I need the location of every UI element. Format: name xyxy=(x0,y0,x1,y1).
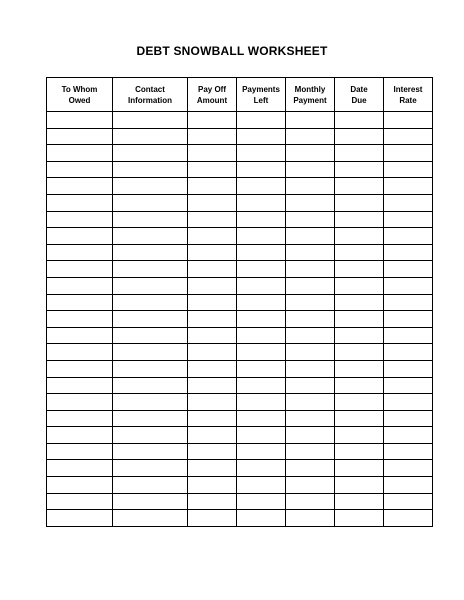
table-row xyxy=(47,178,433,195)
table-cell[interactable] xyxy=(47,493,113,510)
table-cell[interactable] xyxy=(188,112,237,129)
table-cell[interactable] xyxy=(335,277,384,294)
table-cell[interactable] xyxy=(335,211,384,228)
table-cell[interactable] xyxy=(335,228,384,245)
table-cell[interactable] xyxy=(286,128,335,145)
table-cell[interactable] xyxy=(113,228,188,245)
table-row xyxy=(47,460,433,477)
header-payments-left: Payments Left xyxy=(237,78,286,112)
table-cell[interactable] xyxy=(188,194,237,211)
table-cell[interactable] xyxy=(286,377,335,394)
table-cell[interactable] xyxy=(113,510,188,527)
table-cell[interactable] xyxy=(47,228,113,245)
table-cell[interactable] xyxy=(335,145,384,162)
table-cell[interactable] xyxy=(188,460,237,477)
table-cell[interactable] xyxy=(237,311,286,328)
table-cell[interactable] xyxy=(188,145,237,162)
table-cell[interactable] xyxy=(113,344,188,361)
table-cell[interactable] xyxy=(237,377,286,394)
table-row xyxy=(47,410,433,427)
table-cell[interactable] xyxy=(335,311,384,328)
table-cell[interactable] xyxy=(335,493,384,510)
table-row xyxy=(47,294,433,311)
table-cell[interactable] xyxy=(237,244,286,261)
table-cell[interactable] xyxy=(335,244,384,261)
table-cell[interactable] xyxy=(188,244,237,261)
table-cell[interactable] xyxy=(384,194,433,211)
table-cell[interactable] xyxy=(286,178,335,195)
table-cell[interactable] xyxy=(237,394,286,411)
table-cell[interactable] xyxy=(286,112,335,129)
table-cell[interactable] xyxy=(384,211,433,228)
table-cell[interactable] xyxy=(286,477,335,494)
table-cell[interactable] xyxy=(113,460,188,477)
table-cell[interactable] xyxy=(47,394,113,411)
table-cell[interactable] xyxy=(188,178,237,195)
table-cell[interactable] xyxy=(237,510,286,527)
table-cell[interactable] xyxy=(335,360,384,377)
table-cell[interactable] xyxy=(188,443,237,460)
table-cell[interactable] xyxy=(237,228,286,245)
table-cell[interactable] xyxy=(188,427,237,444)
table-cell[interactable] xyxy=(113,477,188,494)
table-cell[interactable] xyxy=(47,211,113,228)
table-cell[interactable] xyxy=(188,410,237,427)
table-cell[interactable] xyxy=(237,128,286,145)
table-cell[interactable] xyxy=(384,161,433,178)
table-cell[interactable] xyxy=(113,327,188,344)
table-row xyxy=(47,112,433,129)
table-cell[interactable] xyxy=(188,128,237,145)
table-cell[interactable] xyxy=(384,360,433,377)
table-cell[interactable] xyxy=(237,477,286,494)
table-row xyxy=(47,510,433,527)
table-cell[interactable] xyxy=(47,145,113,162)
table-row xyxy=(47,244,433,261)
table-cell[interactable] xyxy=(188,377,237,394)
table-cell[interactable] xyxy=(47,443,113,460)
table-cell[interactable] xyxy=(384,294,433,311)
table-cell[interactable] xyxy=(113,410,188,427)
table-cell[interactable] xyxy=(286,311,335,328)
table-cell[interactable] xyxy=(47,410,113,427)
table-cell[interactable] xyxy=(384,244,433,261)
table-cell[interactable] xyxy=(384,410,433,427)
table-row xyxy=(47,360,433,377)
table-cell[interactable] xyxy=(335,377,384,394)
table-cell[interactable] xyxy=(237,327,286,344)
table-cell[interactable] xyxy=(286,277,335,294)
table-cell[interactable] xyxy=(113,294,188,311)
table-cell[interactable] xyxy=(384,128,433,145)
table-cell[interactable] xyxy=(335,427,384,444)
table-cell[interactable] xyxy=(286,261,335,278)
table-cell[interactable] xyxy=(384,228,433,245)
table-cell[interactable] xyxy=(384,394,433,411)
table-cell[interactable] xyxy=(113,493,188,510)
header-monthly-payment: Monthly Payment xyxy=(286,78,335,112)
table-cell[interactable] xyxy=(113,394,188,411)
table-cell[interactable] xyxy=(335,194,384,211)
table-cell[interactable] xyxy=(384,377,433,394)
table-cell[interactable] xyxy=(335,294,384,311)
table-cell[interactable] xyxy=(384,510,433,527)
table-cell[interactable] xyxy=(47,344,113,361)
table-cell[interactable] xyxy=(237,277,286,294)
table-cell[interactable] xyxy=(384,261,433,278)
table-cell[interactable] xyxy=(47,311,113,328)
table-cell[interactable] xyxy=(384,477,433,494)
page-title: DEBT SNOWBALL WORKSHEET xyxy=(136,44,328,58)
table-cell[interactable] xyxy=(286,460,335,477)
table-cell[interactable] xyxy=(188,477,237,494)
table-cell[interactable] xyxy=(286,493,335,510)
table-cell[interactable] xyxy=(384,460,433,477)
table-cell[interactable] xyxy=(237,261,286,278)
table-row xyxy=(47,277,433,294)
table-row xyxy=(47,261,433,278)
table-cell[interactable] xyxy=(113,427,188,444)
table-row xyxy=(47,311,433,328)
table-cell[interactable] xyxy=(286,194,335,211)
table-cell[interactable] xyxy=(113,311,188,328)
table-cell[interactable] xyxy=(113,443,188,460)
header-date-due: Date Due xyxy=(335,78,384,112)
header-pay-off-amount: Pay Off Amount xyxy=(188,78,237,112)
table-cell[interactable] xyxy=(237,178,286,195)
table-row xyxy=(47,344,433,361)
table-cell[interactable] xyxy=(188,493,237,510)
table-row xyxy=(47,211,433,228)
table-cell[interactable] xyxy=(335,510,384,527)
table-cell[interactable] xyxy=(335,410,384,427)
table-cell[interactable] xyxy=(335,161,384,178)
table-cell[interactable] xyxy=(237,443,286,460)
table-cell[interactable] xyxy=(237,145,286,162)
table-cell[interactable] xyxy=(335,477,384,494)
table-row xyxy=(47,327,433,344)
table-row xyxy=(47,128,433,145)
table-cell[interactable] xyxy=(188,327,237,344)
table-cell[interactable] xyxy=(47,427,113,444)
table-cell[interactable] xyxy=(113,178,188,195)
table-cell[interactable] xyxy=(335,443,384,460)
table-cell[interactable] xyxy=(47,178,113,195)
table-cell[interactable] xyxy=(113,161,188,178)
table-cell[interactable] xyxy=(237,427,286,444)
table-cell[interactable] xyxy=(113,360,188,377)
table-cell[interactable] xyxy=(113,211,188,228)
table-cell[interactable] xyxy=(188,161,237,178)
table-row xyxy=(47,145,433,162)
table-cell[interactable] xyxy=(237,294,286,311)
table-cell[interactable] xyxy=(335,460,384,477)
table-cell[interactable] xyxy=(384,493,433,510)
table-cell[interactable] xyxy=(113,128,188,145)
table-row xyxy=(47,394,433,411)
table-cell[interactable] xyxy=(113,261,188,278)
header-row xyxy=(47,78,433,112)
table-cell[interactable] xyxy=(47,294,113,311)
table-cell[interactable] xyxy=(237,410,286,427)
table-cell[interactable] xyxy=(384,277,433,294)
table-cell[interactable] xyxy=(237,493,286,510)
table-row xyxy=(47,427,433,444)
table-cell[interactable] xyxy=(286,294,335,311)
table-cell[interactable] xyxy=(335,128,384,145)
table-cell[interactable] xyxy=(286,344,335,361)
table-cell[interactable] xyxy=(237,112,286,129)
table-cell[interactable] xyxy=(384,311,433,328)
table-cell[interactable] xyxy=(286,360,335,377)
table-cell[interactable] xyxy=(335,344,384,361)
table-cell[interactable] xyxy=(188,344,237,361)
table-cell[interactable] xyxy=(237,360,286,377)
table-cell[interactable] xyxy=(335,178,384,195)
table-cell[interactable] xyxy=(286,410,335,427)
table-cell[interactable] xyxy=(237,161,286,178)
table-cell[interactable] xyxy=(47,377,113,394)
header-contact-information: Contact Information xyxy=(113,78,188,112)
table-cell[interactable] xyxy=(286,211,335,228)
table-cell[interactable] xyxy=(188,261,237,278)
table-cell[interactable] xyxy=(286,161,335,178)
table-row xyxy=(47,194,433,211)
table-cell[interactable] xyxy=(237,344,286,361)
table-cell[interactable] xyxy=(384,145,433,162)
table-cell[interactable] xyxy=(113,277,188,294)
table-cell[interactable] xyxy=(188,228,237,245)
table-cell[interactable] xyxy=(286,443,335,460)
table-cell[interactable] xyxy=(286,427,335,444)
table-cell[interactable] xyxy=(47,477,113,494)
table-cell[interactable] xyxy=(113,194,188,211)
table-cell[interactable] xyxy=(113,244,188,261)
table-cell[interactable] xyxy=(47,128,113,145)
table-cell[interactable] xyxy=(47,360,113,377)
table-cell[interactable] xyxy=(47,327,113,344)
table-cell[interactable] xyxy=(286,510,335,527)
table-row xyxy=(47,477,433,494)
table-cell[interactable] xyxy=(384,327,433,344)
table-cell[interactable] xyxy=(237,460,286,477)
header-interest-rate: Interest Rate xyxy=(384,78,433,112)
table-cell[interactable] xyxy=(286,244,335,261)
table-cell[interactable] xyxy=(47,161,113,178)
table-cell[interactable] xyxy=(286,228,335,245)
table-cell[interactable] xyxy=(188,311,237,328)
table-cell[interactable] xyxy=(47,277,113,294)
table-cell[interactable] xyxy=(286,327,335,344)
table-cell[interactable] xyxy=(286,145,335,162)
table-row xyxy=(47,493,433,510)
table-cell[interactable] xyxy=(335,394,384,411)
table-cell[interactable] xyxy=(113,112,188,129)
table-cell[interactable] xyxy=(384,443,433,460)
table-cell[interactable] xyxy=(47,194,113,211)
table-cell[interactable] xyxy=(113,377,188,394)
table-row xyxy=(47,161,433,178)
table-cell[interactable] xyxy=(384,344,433,361)
table-body xyxy=(47,112,433,527)
table-cell[interactable] xyxy=(335,327,384,344)
table-cell[interactable] xyxy=(47,244,113,261)
table-cell[interactable] xyxy=(237,211,286,228)
table-cell[interactable] xyxy=(188,277,237,294)
table-cell[interactable] xyxy=(47,510,113,527)
table-cell[interactable] xyxy=(188,211,237,228)
table-cell[interactable] xyxy=(286,394,335,411)
table-cell[interactable] xyxy=(237,194,286,211)
table-row xyxy=(47,228,433,245)
table-cell[interactable] xyxy=(47,460,113,477)
table-cell[interactable] xyxy=(335,261,384,278)
table-cell[interactable] xyxy=(335,112,384,129)
table-cell[interactable] xyxy=(188,360,237,377)
debt-table xyxy=(46,77,433,527)
table-cell[interactable] xyxy=(188,394,237,411)
table-cell[interactable] xyxy=(188,510,237,527)
table-cell[interactable] xyxy=(384,112,433,129)
table-cell[interactable] xyxy=(188,294,237,311)
table-cell[interactable] xyxy=(47,112,113,129)
header-to-whom-owed: To Whom Owed xyxy=(47,78,113,112)
table-row xyxy=(47,443,433,460)
table-cell[interactable] xyxy=(113,145,188,162)
table-cell[interactable] xyxy=(47,261,113,278)
table-cell[interactable] xyxy=(384,178,433,195)
table-row xyxy=(47,377,433,394)
table-cell[interactable] xyxy=(384,427,433,444)
